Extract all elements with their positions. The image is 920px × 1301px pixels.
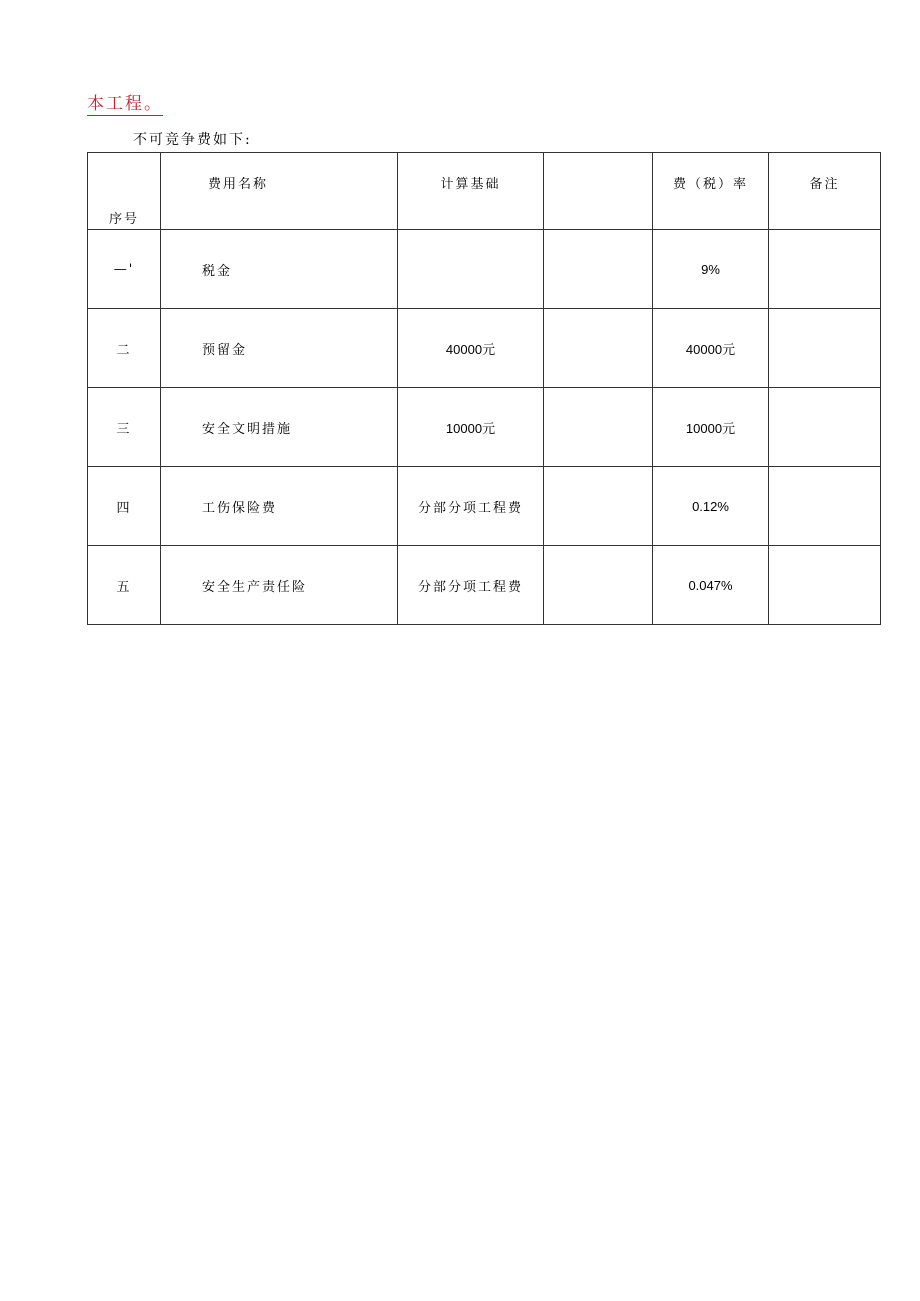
- cell-blank: [544, 388, 653, 467]
- header-basis: 计算基础: [398, 153, 544, 230]
- cell-basis: 10000元: [398, 388, 544, 467]
- cell-seq: 五: [88, 546, 161, 625]
- cell-blank: [544, 309, 653, 388]
- cell-rate: 0.047%: [653, 546, 769, 625]
- table-header-row: [88, 153, 881, 230]
- cell-seq: —': [88, 230, 161, 309]
- table-row: [88, 309, 881, 388]
- cell-rate: 40000元: [653, 309, 769, 388]
- cell-name: 安全生产责任险: [161, 546, 398, 625]
- cell-blank: [544, 546, 653, 625]
- header-seq: 序号: [88, 153, 161, 230]
- header-rate: 费（税）率: [653, 153, 769, 230]
- cell-blank: [544, 467, 653, 546]
- cell-name: 安全文明措施: [161, 388, 398, 467]
- cell-blank: [544, 230, 653, 309]
- header-name: 费用名称: [161, 153, 398, 230]
- cell-basis: 分部分项工程费: [398, 467, 544, 546]
- cell-note: [769, 309, 881, 388]
- table-row: [88, 546, 881, 625]
- cell-rate: 0.12%: [653, 467, 769, 546]
- header-note: 备注: [769, 153, 881, 230]
- document-heading: 本工程。: [87, 94, 163, 114]
- cell-note: [769, 546, 881, 625]
- cell-rate: 9%: [653, 230, 769, 309]
- cell-basis: 40000元: [398, 309, 544, 388]
- cell-name: 税金: [161, 230, 398, 309]
- table-row: [88, 467, 881, 546]
- intro-text: 不可竞争费如下:: [133, 132, 252, 148]
- cell-seq: 四: [88, 467, 161, 546]
- fee-table: [87, 152, 881, 625]
- cell-seq: 三: [88, 388, 161, 467]
- cell-rate: 10000元: [653, 388, 769, 467]
- cell-note: [769, 230, 881, 309]
- header-blank: [544, 153, 653, 230]
- cell-basis: [398, 230, 544, 309]
- cell-name: 工伤保险费: [161, 467, 398, 546]
- table-row: [88, 230, 881, 309]
- cell-seq: 二: [88, 309, 161, 388]
- cell-note: [769, 388, 881, 467]
- cell-note: [769, 467, 881, 546]
- cell-name: 预留金: [161, 309, 398, 388]
- table-row: [88, 388, 881, 467]
- cell-basis: 分部分项工程费: [398, 546, 544, 625]
